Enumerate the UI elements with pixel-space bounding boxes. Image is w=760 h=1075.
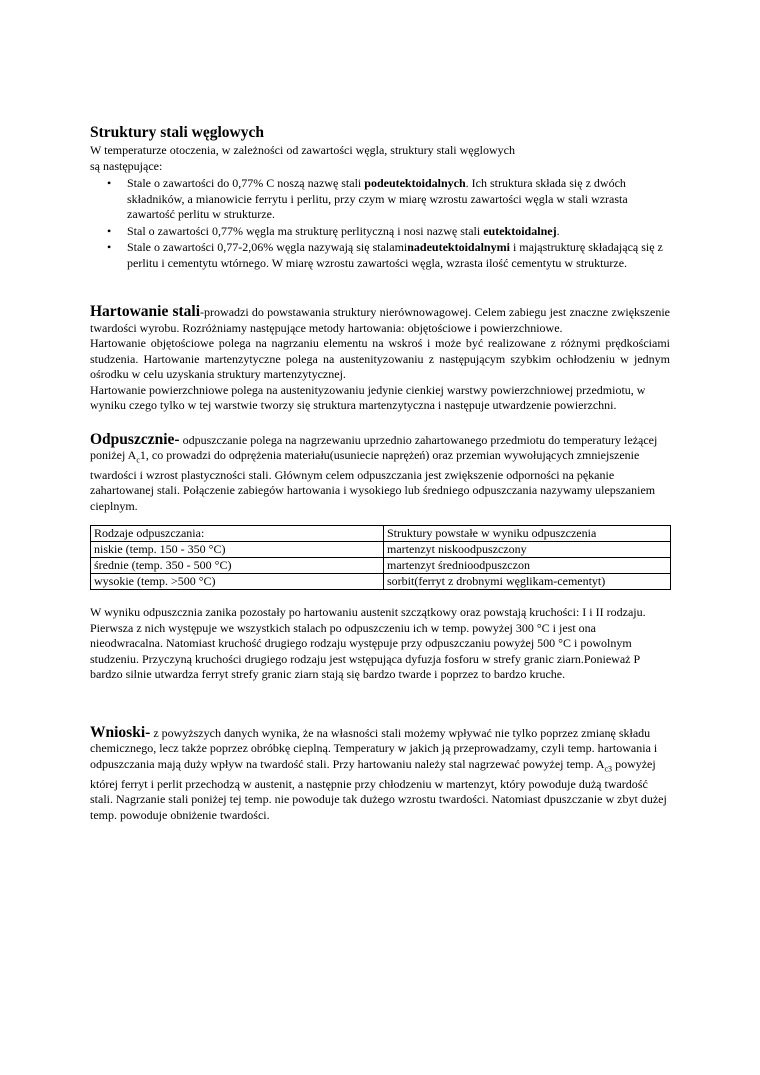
table-row xyxy=(91,574,671,590)
table-header-row xyxy=(91,526,671,542)
bullet-icon: • xyxy=(107,240,112,254)
list-item: • Stal o zawartości 0,77% węgla ma strukturę perlityczną i nosi nazwę stali eutektoidalnej. xyxy=(107,223,560,238)
table-cell: martenzyt niskoodpuszczony xyxy=(384,542,671,558)
table-cell: martenzyt średnioodpuszczon xyxy=(384,558,671,574)
structures-bullet-list xyxy=(90,176,670,271)
section-brittleness xyxy=(90,605,670,683)
table-cell: wysokie (temp. >500 °C) xyxy=(91,574,384,590)
intro-line-2: są następujące: xyxy=(90,158,163,173)
table-header-cell: Rodzaje odpuszczania: xyxy=(91,526,384,542)
brittleness-paragraph: W wyniku odpuszcznia zanika pozostały po hartowaniu austenit szczątkowy oraz powstają kruchości: I i II rodzaju. Pierwsza z nich występuje we wszystkich stalach po odpuszczeniu ich w temp. powyżej 300 °C i jest ona nieodwracalna. Natomiast kruchość drugiego rodzaju występuje przy odpuszczaniu powyżej 500 °C i powolnym studzeniu. Przyczyną kruchości drugiego rodzaju jest wstępująca dyfuzja fosforu w strefy granic ziarn.Ponieważ P bardzo silnie utwardza ferryt strefy granic ziarn stają się bardzo twarde i poprzez to bardzo kruche. xyxy=(90,605,646,682)
tempering-table xyxy=(90,525,671,590)
intro-line-1: W temperaturze otoczenia, w zależności od zawartości węgla, struktury stali węglowych xyxy=(90,143,515,157)
document-body xyxy=(90,124,670,823)
hardening-paragraph-2: Hartowanie objętościowe polega na nagrzaniu elementu na wskroś i może być realizowane z różnymi prędkościami studzenia. Hartowanie martenzytyczne polega na austenityzowaniu z następującym szybkim ochłodzeniu w jednym ośrodku w celu uzyskania struktury martenzytycznej. xyxy=(90,336,670,381)
table-row xyxy=(91,558,671,574)
hardening-paragraph-1: Hartowanie stali-prowadzi do powstawania struktury nierównowagowej. Celem zabiegu jest znaczne zwiększenie twardości wyrobu. Rozróżniamy następujące metody hartowania: objętościowe i powierzchniowe. xyxy=(90,303,670,335)
section-title-hardening: Hartowanie stali xyxy=(90,303,201,320)
tempering-paragraph: Odpuszcznie- odpuszczanie polega na nagrzewaniu uprzednio zahartowanego przedmiotu do temperatury leżącej poniżej $A_c1$, co prowadzi do odprężenia materiału(usuniecie naprężeń) oraz przemian wywołujących zmniejszenie twardości i wzrost plastyczności stali. Głównym celem odpuszczania jest zwiększenie odporności na pękanie zahartowanej stali. Połączenie zabiegów hartowania i wysokiego lub średniego odpuszczania nazywamy ulepszaniem cieplnym. xyxy=(90,430,658,513)
table-row xyxy=(91,542,671,558)
list-item: • Stale o zawartości 0,77-2,06% węgla nazywają się stalaminadeutektoidalnymi i mająstrukturę składającą się z perlitu i cementytu wtórnego. W miarę wzrostu zawartości węgla, wzrasta ilość cementytu w strukturze. xyxy=(107,240,663,270)
table-cell: niskie (temp. 150 - 350 °C) xyxy=(91,542,384,558)
table-cell: sorbit(ferryt z drobnymi węglikam-cementyt) xyxy=(384,574,671,590)
section-title-tempering: Odpuszcznie- xyxy=(90,430,180,448)
section-conclusions xyxy=(90,725,670,823)
section-carbon-steel-structures xyxy=(90,124,670,271)
section-title-conclusions: Wnioski- xyxy=(90,723,151,741)
bullet-icon: • xyxy=(107,223,112,238)
list-item: • Stale o zawartości do 0,77% C noszą nazwę stali podeutektoidalnych. Ich struktura składa się z dwóch składników, a mianowicie ferrytu i perlitu, przy czym w miarę wzrostu zawartości węgla w stali wzrasta zawartość perlitu w strukturze. xyxy=(107,176,628,221)
hardening-paragraph-3: Hartowanie powierzchniowe polega na austenityzowaniu jedynie cienkiej warstwy powierzchniowej przedmiotu, w wyniku czego tylko w tej warstwie tworzy się struktura martenzytyczna i następuje utwardzenie powierzchni. xyxy=(90,382,646,412)
bullet-icon: • xyxy=(107,176,112,190)
table-header-cell: Struktury powstałe w wyniku odpuszczenia xyxy=(384,526,671,542)
table-cell: średnie (temp. 350 - 500 °C) xyxy=(91,558,384,574)
section-title-structures: Struktury stali węglowych xyxy=(90,124,264,141)
section-hardening xyxy=(90,304,670,414)
section-tempering xyxy=(90,432,670,591)
conclusions-paragraph: Wnioski- z powyższych danych wynika, że na własności stali możemy wpływać nie tylko poprzez zmianę składu chemicznego, lecz także poprzez obróbkę cieplną. Temperatury w jakich ją przeprowadzamy, czyli temp. hartowania i odpuszczania mają duży wpływ na twardość stali. Przy hartowaniu należy stal nagrzewać powyżej temp. $A_{c3}$ powyżej której ferryt i perlit przechodzą w austenit, a następnie przy chłodzeniu w martenzyt, który powoduje dużą twardość stali. Nagrzanie stali poniżej tej temp. nie powoduje tak dużego wzrostu twardości. Natomiast dpuszczanie w zbyt dużej temp. powoduje obniżenie twardości. xyxy=(90,723,667,822)
